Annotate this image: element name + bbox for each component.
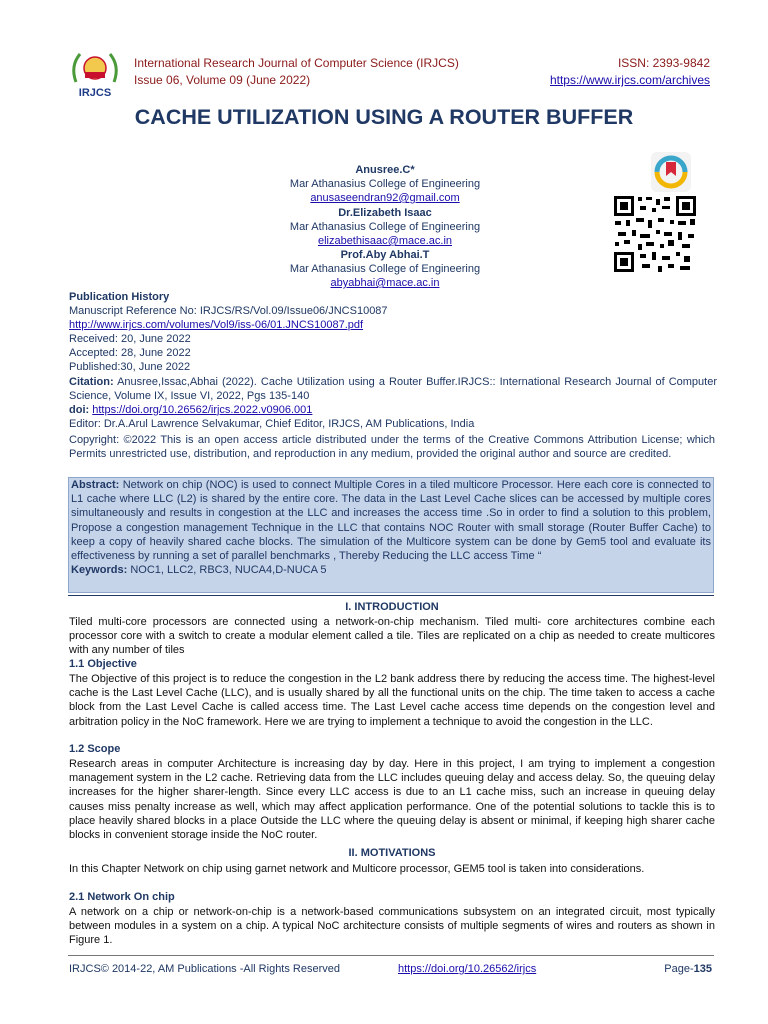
footer-copyright: IRJCS© 2014-22, AM Publications -All Rights Reserved <box>69 963 340 975</box>
author-email[interactable]: anusaseendran92@gmail.com <box>310 192 460 204</box>
received-date: Received: 20, June 2022 <box>69 333 191 346</box>
crossmark-icon[interactable] <box>651 152 691 192</box>
page-number-value: 135 <box>693 963 712 975</box>
divider <box>68 595 714 596</box>
qr-code-icon <box>612 194 698 274</box>
published-date: Published:30, June 2022 <box>69 361 191 374</box>
keywords <box>71 563 711 577</box>
author-affiliation: Mar Athanasius College of Engineering <box>289 263 481 275</box>
citation-label: Citation: <box>69 375 114 388</box>
page-label: Page- <box>664 963 694 975</box>
author-3 <box>190 248 580 290</box>
author-affiliation: Mar Athanasius College of Engineering <box>289 178 481 190</box>
abstract-text: Network on chip (NOC) is used to connect Multiple Cores in a tiled multicore Processor. Here each core is connected to L1 cache where LLC (L2) is shared by the entire core. The data in the Last Level Cache slices can be accessed by multiple cores simultaneously and results in congestion at the LLC and increases the access time .So in order to find a solution to this problem, Propose a congestion management Technique in the LLC that contains NOC Router with small storage (Router Buffer Cache) to keep a copy of heavily shared cache blocks. The simulation of the Multicore system can be done by Gem5 tool and evaluate its effectiveness by running a set of parallel benchmarks , Thereby Reducing the LLC access Time “ <box>71 479 711 563</box>
editor: Editor: Dr.A.Arul Lawrence Selvakumar, Chief Editor, IRJCS, AM Publications, India <box>69 417 475 430</box>
motivations-paragraph: In this Chapter Network on chip using garnet network and Multicore processor, GEM5 tool is taken into considerations. <box>69 863 645 875</box>
subheading-network-on-chip: 2.1 Network On chip <box>69 891 175 903</box>
subheading-scope: 1.2 Scope <box>69 743 121 755</box>
author-2 <box>190 206 580 248</box>
intro-paragraph: Tiled multi-core processors are connected using a network-on-chip mechanism. Tiled multi- core architectures combine each processor core with a switch to create a modular element called a tile. Tiles are replicated on a chip as needed to create multicores with any number of tiles <box>69 616 715 657</box>
publication-heading: Publication History <box>69 291 170 303</box>
publication-history <box>69 290 717 431</box>
keywords-label: Keywords: <box>71 564 128 577</box>
keywords-text: NOC1, LLC2, RBC3, NUCA4,D-NUCA 5 <box>130 564 327 577</box>
doi-label: doi: <box>69 403 90 416</box>
author-1 <box>190 163 580 205</box>
paper-title: CACHE UTILIZATION USING A ROUTER BUFFER <box>134 105 634 129</box>
subheading-objective: 1.1 Objective <box>69 658 137 670</box>
journal-name: International Research Journal of Computer Science (IRJCS) <box>134 56 459 70</box>
accepted-date: Accepted: 28, June 2022 <box>69 347 191 360</box>
doi-link[interactable]: https://doi.org/10.26562/irjcs.2022.v0906.001 <box>92 403 313 416</box>
citation-text: Anusree,Issac,Abhai (2022). Cache Utilization using a Router Buffer.IRJCS:: International Research Journal of Computer Science, Volume IX, Issue VI, 2022, Pgs 135-140 <box>69 375 717 402</box>
author-name: Anusree.C* <box>355 164 415 176</box>
section-heading-motivations: II. MOTIVATIONS <box>348 847 436 859</box>
archive-link[interactable]: https://www.irjcs.com/archives <box>549 73 710 87</box>
footer-doi-link[interactable]: https://doi.org/10.26562/irjcs <box>398 963 537 975</box>
noc-paragraph: A network on a chip or network-on-chip is a network-based communications subsystem on an integrated circuit, most typically between modules in a system on a chip. A typical NoC architecture consists of multiple segments of wires and routers as shown in Figure 1. <box>69 906 715 947</box>
issue-info: Issue 06, Volume 09 (June 2022) <box>134 73 311 87</box>
citation <box>69 375 717 403</box>
author-name: Dr.Elizabeth Isaac <box>338 207 432 219</box>
author-email[interactable]: elizabethisaac@mace.ac.in <box>317 235 453 247</box>
section-heading-introduction: I. INTRODUCTION <box>345 601 439 613</box>
logo-text: IRJCS <box>78 87 112 99</box>
author-affiliation: Mar Athanasius College of Engineering <box>289 221 481 233</box>
manuscript-reference: Manuscript Reference No: IRJCS/RS/Vol.09/Issue06/JNCS10087 <box>69 305 388 318</box>
objective-paragraph: The Objective of this project is to reduce the congestion in the L2 bank address there by reducing the access time. The highest-level cache is the Last Level Cache (LLC), and is usually shared by all the functional units on the chip. The time taken to access a cache block from the Last Level Cache is called access time. The Last Level cache access time depends on the congestion level and arbitration policy in the NoC framework. Here we are trying to implement a technique to avoid the congestion in the LLC. <box>69 673 715 728</box>
abstract-box <box>68 477 714 593</box>
scope-paragraph: Research areas in computer Architecture is increasing day by day. Here in this project, I am trying to implement a congestion management system in the L2 cache. Retrieving data from the LLC includes queuing delay and access delay. So, the queuing delay increases for the higher sharer-length. Since every LLC access is due to an L1 cache miss, such an increase in queuing delay causes miss penalty increase as well, which may affect application performance. One of the potential solutions to tackle this is to place heavily shared blocks in a place Outside the LLC where the queuing delay is absent or minimal, if keeping high sharer cache blocks in convenient storage inside the NoC router. <box>69 758 715 842</box>
author-name: Prof.Aby Abhai.T <box>340 249 430 261</box>
journal-logo <box>66 44 124 102</box>
copyright: Copyright: ©2022 This is an open access article distributed under the terms of the Creative Commons Attribution License; which Permits unrestricted use, distribution, and reproduction in any medium, provided the original author and source are credited. <box>69 434 715 461</box>
abstract-label: Abstract: <box>71 479 120 491</box>
page-number <box>664 963 712 975</box>
paper-pdf-link[interactable]: http://www.irjcs.com/volumes/Vol9/iss-06/01.JNCS10087.pdf <box>69 319 364 332</box>
footer-divider <box>68 955 714 956</box>
author-email[interactable]: abyabhai@mace.ac.in <box>330 277 440 289</box>
issn: ISSN: 2393-9842 <box>617 56 710 70</box>
abstract <box>71 478 711 563</box>
